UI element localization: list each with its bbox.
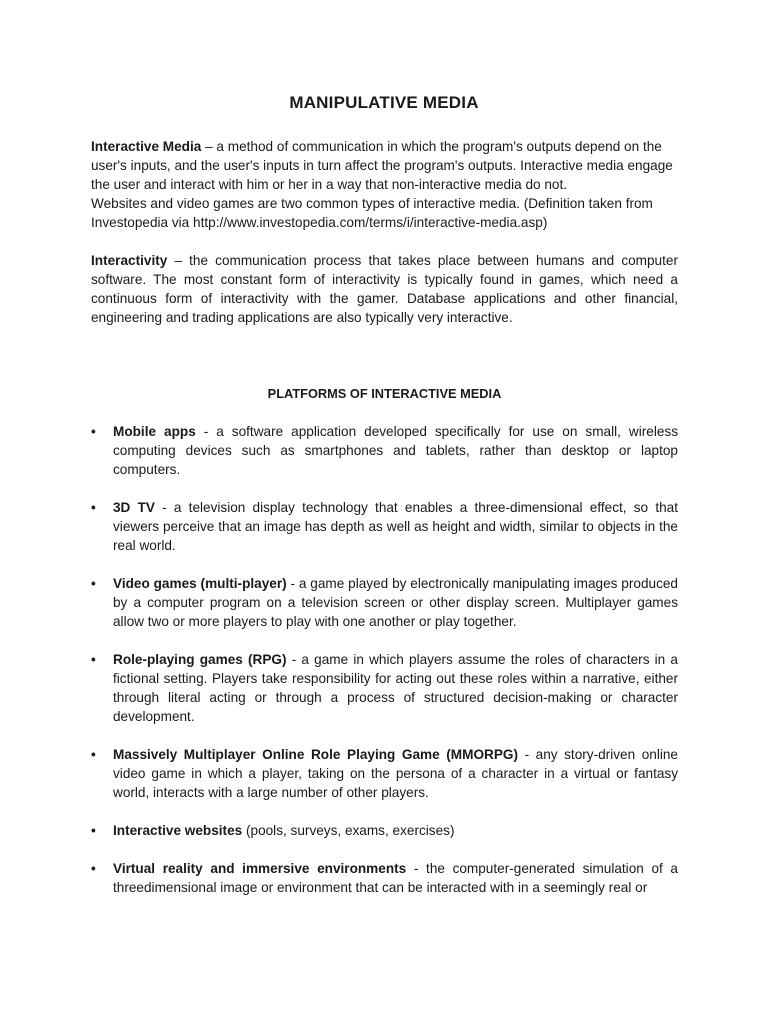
platform-description: - any story-driven online video game in which a player, taking on the persona of a character in a virtual or fantasy world, interacts with a large number of other players. [113, 747, 678, 800]
platform-term: Virtual reality and immersive environments [113, 861, 407, 876]
platform-description: - a game played by electronically manipulating images produced by a computer program on a television screen or other display screen. Multiplayer games allow two or more players to play with one another or play together. [113, 576, 678, 629]
term-interactivity: Interactivity [91, 253, 168, 268]
platforms-heading: PLATFORMS OF INTERACTIVE MEDIA [267, 386, 502, 401]
bullet-icon: • [91, 747, 96, 762]
platform-term: Mobile apps [113, 424, 196, 439]
list-item-mobile-apps [91, 422, 678, 479]
interactive-media-definition [91, 137, 678, 194]
list-item-rpg [91, 650, 678, 726]
interactive-media-definition-text: – a method of communication in which the program's outputs depend on the user's inputs, and the user's inputs in turn affect the program's outputs. Interactive media engage the user and interact with him or her in a way that non-interactive media do not. [91, 139, 673, 192]
platform-term: Video games (multi-player) [113, 576, 287, 591]
bullet-icon: • [91, 861, 96, 876]
platform-description: - a television display technology that enables a three-dimensional effect, so that viewers perceive that an image has depth as well as height and width, similar to objects in the real world. [113, 500, 678, 553]
term-interactive-media: Interactive Media [91, 139, 202, 154]
list-item-virtual-reality [91, 859, 678, 897]
list-item-interactive-websites [91, 821, 678, 840]
list-item-3d-tv [91, 498, 678, 555]
list-item-mmorpg [91, 745, 678, 802]
spacer [91, 327, 678, 384]
bullet-icon: • [91, 823, 96, 838]
bullet-icon: • [91, 424, 96, 439]
platform-description: - a game in which players assume the roles of characters in a fictional setting. Players take responsibility for acting out these roles within a narrative, either through literal acting or through a process of structured decision-making or character development. [113, 652, 678, 724]
platform-term: Role-playing games (RPG) [113, 652, 287, 667]
bullet-icon: • [91, 500, 96, 515]
list-item-video-games [91, 574, 678, 631]
platform-description: (pools, surveys, exams, exercises) [242, 823, 455, 838]
platform-description: - the computer-generated simulation of a threedimensional image or environment that can be interacted with in a seemingly real or [113, 861, 678, 895]
document-body [91, 137, 678, 916]
interactivity-definition-text: – the communication process that takes place between humans and computer software. The most constant form of interactivity is typically found in games, which need a continuous form of interactivity with the gamer. Database applications and other financial, engineering and trading applications are also typically very interactive. [91, 253, 678, 325]
interactivity-definition [91, 251, 678, 327]
page-title: MANIPULATIVE MEDIA [289, 93, 479, 112]
spacer [91, 232, 678, 251]
platform-term: 3D TV [113, 500, 155, 515]
bullet-icon: • [91, 576, 96, 591]
platform-term: Massively Multiplayer Online Role Playing Game (MMORPG) [113, 747, 518, 762]
platform-term: Interactive websites [113, 823, 243, 838]
platforms-list [91, 422, 678, 897]
platform-description: - a software application developed specifically for use on small, wireless computing devices such as smartphones and tablets, rather than desktop or laptop computers. [113, 424, 678, 477]
bullet-icon: • [91, 652, 96, 667]
spacer [91, 403, 678, 422]
interactive-media-note: Websites and video games are two common types of interactive media. (Definition taken from Investopedia via http://www.investopedia.com/terms/i/interactive-media.asp) [91, 196, 653, 230]
